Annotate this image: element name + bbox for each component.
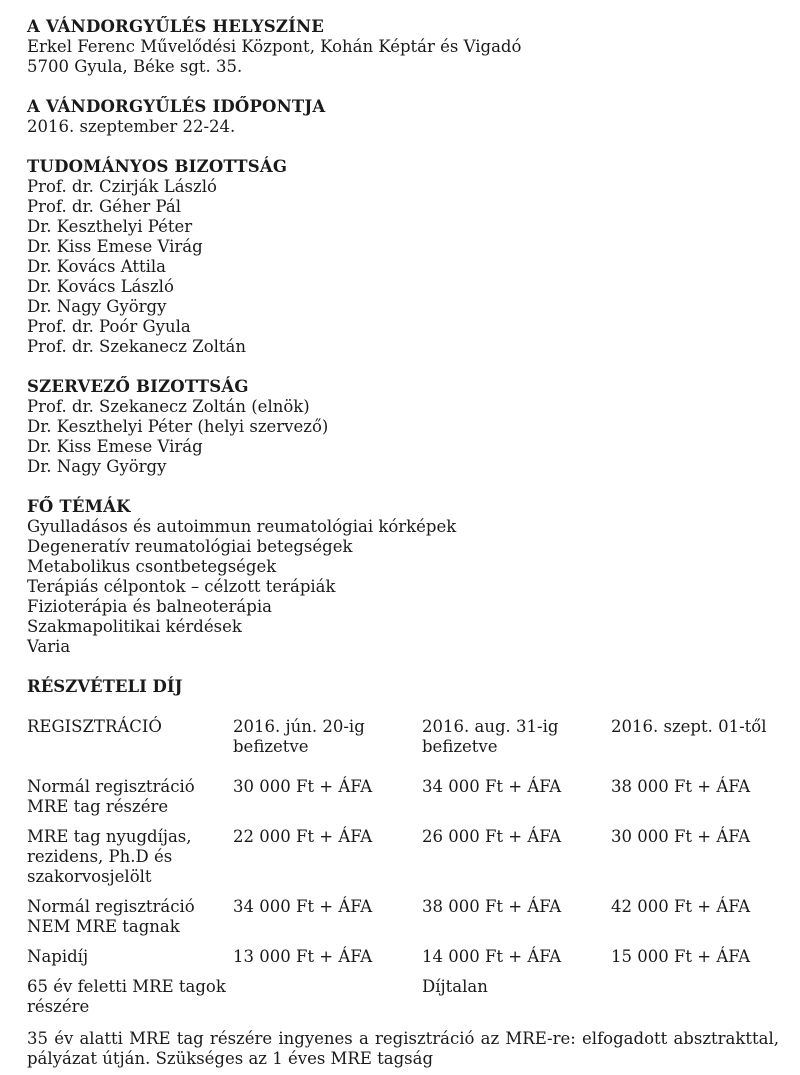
committee-member: Dr. Kovács Attila xyxy=(27,257,167,276)
fee-price: 26 000 Ft + ÁFA xyxy=(422,827,562,846)
fee-price xyxy=(611,977,779,1027)
fee-price: 30 000 Ft + ÁFA xyxy=(611,827,751,846)
topic-item: Varia xyxy=(27,637,71,656)
venue-section xyxy=(27,17,779,77)
date-section xyxy=(27,97,779,137)
date-heading: A VÁNDORGYŰLÉS IDŐPONTJA xyxy=(27,97,326,116)
fee-price xyxy=(233,977,422,1027)
fees-section xyxy=(27,677,779,1069)
committee-member: Prof. dr. Czirják László xyxy=(27,177,217,196)
fee-category: Normál regisztráció MRE tag részére xyxy=(27,777,195,816)
fee-category: Napidíj xyxy=(27,947,89,966)
fee-price: 38 000 Ft + ÁFA xyxy=(422,897,562,916)
fee-price: 42 000 Ft + ÁFA xyxy=(611,897,751,916)
fees-period-header: 2016. szept. 01-től xyxy=(611,717,767,736)
topic-item: Fizioterápia és balneoterápia xyxy=(27,597,272,616)
topic-item: Gyulladásos és autoimmun reumatológiai kórképek xyxy=(27,517,457,536)
committee-member: Dr. Kovács László xyxy=(27,277,174,296)
fees-table xyxy=(27,717,779,1027)
scientific-committee-heading: TUDOMÁNYOS BIZOTTSÁG xyxy=(27,157,288,176)
document-page xyxy=(27,17,779,1069)
venue-line: Erkel Ferenc Művelődési Központ, Kohán Képtár és Vigadó xyxy=(27,37,522,56)
fee-price: 13 000 Ft + ÁFA xyxy=(233,947,373,966)
fee-price: Díjtalan xyxy=(422,977,488,996)
fees-note: 35 év alatti MRE tag részére ingyenes a regisztráció az MRE-re: elfogadott absztrakttal, pályázat útján. Szükséges az 1 éves MRE tagság xyxy=(27,1029,779,1068)
topic-item: Metabolikus csontbetegségek xyxy=(27,557,277,576)
committee-member: Prof. dr. Szekanecz Zoltán (elnök) xyxy=(27,397,310,416)
table-row xyxy=(27,777,779,827)
fee-price: 38 000 Ft + ÁFA xyxy=(611,777,751,796)
fees-period-header: 2016. jún. 20-ig befizetve xyxy=(233,717,365,756)
fee-price: 34 000 Ft + ÁFA xyxy=(422,777,562,796)
venue-line: 5700 Gyula, Béke sgt. 35. xyxy=(27,57,243,76)
table-row xyxy=(27,827,779,897)
table-row xyxy=(27,897,779,947)
fee-category: 65 év feletti MRE tagok részére xyxy=(27,977,226,1016)
fee-price: 30 000 Ft + ÁFA xyxy=(233,777,373,796)
fee-price: 15 000 Ft + ÁFA xyxy=(611,947,751,966)
fees-header-label: REGISZTRÁCIÓ xyxy=(27,717,162,736)
committee-member: Dr. Keszthelyi Péter (helyi szervező) xyxy=(27,417,329,436)
main-topics-heading: FŐ TÉMÁK xyxy=(27,497,131,516)
fees-header-row xyxy=(27,717,779,777)
organizing-committee-heading: SZERVEZŐ BIZOTTSÁG xyxy=(27,377,249,396)
committee-member: Dr. Kiss Emese Virág xyxy=(27,437,203,456)
committee-member: Dr. Nagy György xyxy=(27,457,167,476)
main-topics-section xyxy=(27,497,779,657)
committee-member: Prof. dr. Szekanecz Zoltán xyxy=(27,337,246,356)
topic-item: Degeneratív reumatológiai betegségek xyxy=(27,537,353,556)
fee-category: MRE tag nyugdíjas, rezidens, Ph.D és szakorvosjelölt xyxy=(27,827,192,886)
fees-period-header: 2016. aug. 31-ig befizetve xyxy=(422,717,559,756)
venue-heading: A VÁNDORGYŰLÉS HELYSZÍNE xyxy=(27,17,325,36)
fee-price: 14 000 Ft + ÁFA xyxy=(422,947,562,966)
date-line: 2016. szeptember 22-24. xyxy=(27,117,236,136)
fees-heading: RÉSZVÉTELI DÍJ xyxy=(27,677,183,696)
table-row xyxy=(27,977,779,1027)
topic-item: Terápiás célpontok – célzott terápiák xyxy=(27,577,336,596)
committee-member: Prof. dr. Géher Pál xyxy=(27,197,182,216)
committee-member: Prof. dr. Poór Gyula xyxy=(27,317,191,336)
fee-price: 34 000 Ft + ÁFA xyxy=(233,897,373,916)
committee-member: Dr. Kiss Emese Virág xyxy=(27,237,203,256)
scientific-committee-section xyxy=(27,157,779,357)
committee-member: Dr. Keszthelyi Péter xyxy=(27,217,193,236)
topic-item: Szakmapolitikai kérdések xyxy=(27,617,242,636)
organizing-committee-section xyxy=(27,377,779,477)
committee-member: Dr. Nagy György xyxy=(27,297,167,316)
fee-category: Normál regisztráció NEM MRE tagnak xyxy=(27,897,195,936)
table-row xyxy=(27,947,779,977)
fee-price: 22 000 Ft + ÁFA xyxy=(233,827,373,846)
